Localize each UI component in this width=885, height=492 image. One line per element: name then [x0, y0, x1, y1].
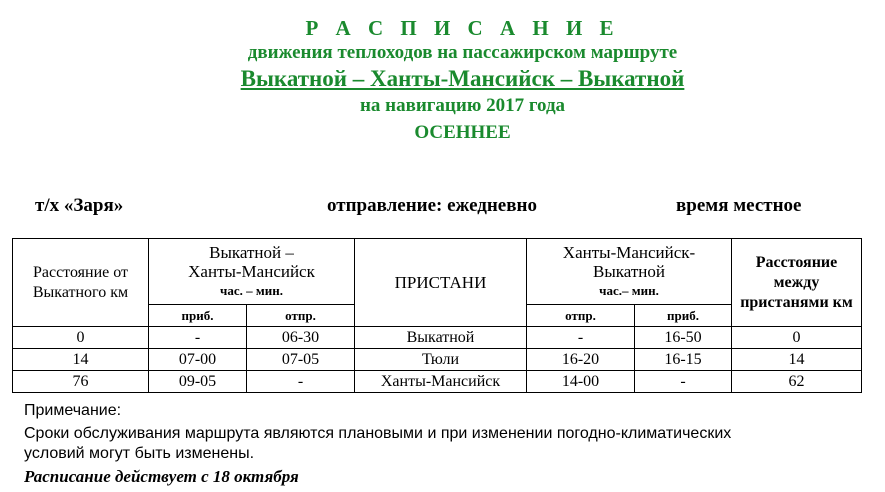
cell-arrival-1: -	[149, 327, 247, 349]
schedule-subtitle: движения теплоходов на пассажирском маршруте	[247, 42, 678, 63]
dir2-line1: Ханты-Мансийск-	[562, 243, 696, 262]
schedule-title: Р А С П И С А Н И Е	[305, 16, 620, 40]
table-row	[13, 327, 862, 349]
vessel-name: т/х «Заря»	[35, 195, 124, 216]
departure-frequency: отправление: ежедневно	[327, 195, 537, 216]
cell-arrival-2: 16-50	[635, 327, 732, 349]
time-zone-note: время местное	[676, 195, 802, 216]
cell-between: 14	[732, 349, 862, 371]
cell-arrival-1: 07-00	[149, 349, 247, 371]
schedule-table	[12, 238, 862, 393]
cell-pier: Ханты-Мансийск	[355, 371, 527, 393]
route-name	[20, 66, 885, 92]
dir2-units: час.– мин.	[599, 283, 659, 298]
header-distance-from: Расстояние от Выкатного км	[13, 239, 149, 327]
header-direction-1	[149, 239, 355, 305]
table-row	[13, 349, 862, 371]
dir1-line1: Выкатной –	[209, 243, 294, 262]
dir2-line2: Выкатной	[593, 262, 665, 281]
cell-arrival-2: 16-15	[635, 349, 732, 371]
cell-departure-1: 06-30	[247, 327, 355, 349]
header-distance-between: Расстояние между пристанями км	[732, 239, 862, 327]
cell-distance: 14	[13, 349, 149, 371]
header-dir2-departure: отпр.	[527, 305, 635, 327]
header-direction-2	[527, 239, 732, 305]
header-dir1-arrival: приб.	[149, 305, 247, 327]
navigation-year: на навигацию 2017 года	[359, 95, 566, 116]
cell-distance: 76	[13, 371, 149, 393]
cell-departure-2: -	[527, 327, 635, 349]
cell-between: 0	[732, 327, 862, 349]
cell-departure-1: 07-05	[247, 349, 355, 371]
cell-departure-1: -	[247, 371, 355, 393]
cell-departure-2: 16-20	[527, 349, 635, 371]
header-dir1-departure: отпр.	[247, 305, 355, 327]
dir1-line2: Ханты-Мансийск	[188, 262, 315, 281]
note-label: Примечание:	[24, 402, 122, 419]
dir1-units: час. – мин.	[220, 283, 283, 298]
cell-pier: Выкатной	[355, 327, 527, 349]
note-line-2: условий могут быть изменены.	[24, 445, 255, 462]
header-dir2-arrival: приб.	[635, 305, 732, 327]
table-row	[13, 371, 862, 393]
cell-arrival-2: -	[635, 371, 732, 393]
route-name-text: Выкатной – Ханты-Мансийск – Выкатной	[240, 66, 685, 91]
header-pier: ПРИСТАНИ	[355, 239, 527, 327]
note-line-1: Сроки обслуживания маршрута являются плановыми и при изменении погодно-климатических	[24, 425, 732, 442]
cell-departure-2: 14-00	[527, 371, 635, 393]
valid-from-note: Расписание действует с 18 октября	[24, 467, 299, 486]
season-label: ОСЕННЕЕ	[414, 122, 511, 143]
cell-pier: Тюли	[355, 349, 527, 371]
cell-between: 62	[732, 371, 862, 393]
cell-distance: 0	[13, 327, 149, 349]
cell-arrival-1: 09-05	[149, 371, 247, 393]
